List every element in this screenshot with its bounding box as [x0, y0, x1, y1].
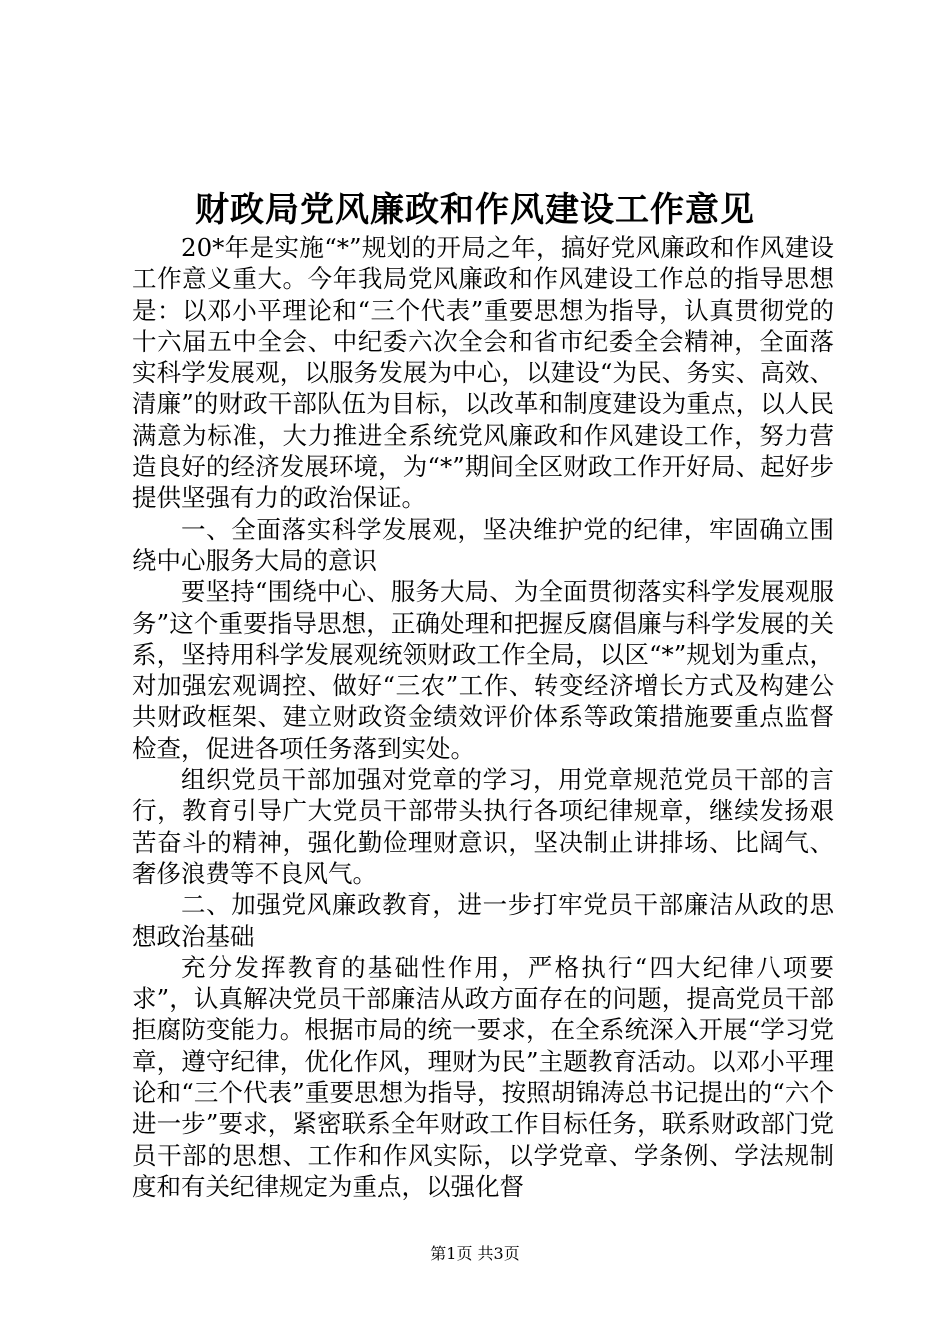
page-number-footer: 第1页 共3页 — [430, 1244, 520, 1263]
heading-section-2: 二、加强党风廉政教育，进一步打牢党员干部廉洁从政的思想政治基础 — [132, 890, 834, 951]
document-body — [132, 232, 834, 1202]
paragraph-section-1a: 要坚持“围绕中心、服务大局、为全面贯彻落实科学发展观服务”这个重要指导思想，正确处理和把握反腐倡廉与科学发展的关系，坚持用科学发展观统领财政工作全局，以区“*”规划为重点，对加强宏观调控、做好“三农”工作、转变经济增长方式及构建公共财政框架、建立财政资金绩效评价体系等政策措施要重点监督检查，促进各项任务落到实处。 — [132, 577, 834, 763]
paragraph-section-2a: 充分发挥教育的基础性作用，严格执行“四大纪律八项要求”，认真解决党员干部廉洁从政方面存在的问题，提高党员干部拒腐防变能力。根据市局的统一要求，在全系统深入开展“学习党章，遵守纪律，优化作风，理财为民”主题教育活动。以邓小平理论和“三个代表”重要思想为指导，按照胡锦涛总书记提出的“六个进一步”要求，紧密联系全年财政工作目标任务，联系财政部门党员干部的思想、工作和作风实际，以学党章、学条例、学法规制度和有关纪律规定为重点，以强化督 — [132, 952, 834, 1201]
paragraph-intro: 20*年是实施“*”规划的开局之年，搞好党风廉政和作风建设工作意义重大。今年我局党风廉政和作风建设工作总的指导思想是：以邓小平理论和“三个代表”重要思想为指导，认真贯彻党的十六届五中全会、中纪委六次全会和省市纪委全会精神，全面落实科学发展观，以服务发展为中心，以建设“为民、务实、高效、清廉”的财政干部队伍为目标，以改革和制度建设为重点，以人民满意为标准，大力推进全系统党风廉政和作风建设工作，努力营造良好的经济发展环境，为“*”期间全区财政工作开好局、起好步提供坚强有力的政治保证。 — [132, 233, 834, 513]
paragraph-section-1b: 组织党员干部加强对党章的学习，用党章规范党员干部的言行，教育引导广大党员干部带头执行各项纪律规章，继续发扬艰苦奋斗的精神，强化勤俭理财意识，坚决制止讲排场、比阔气、奢侈浪费等不良风气。 — [132, 765, 834, 888]
heading-section-1: 一、全面落实科学发展观，坚决维护党的纪律，牢固确立围绕中心服务大局的意识 — [132, 514, 834, 575]
document-title: 财政局党风廉政和作风建设工作意见 — [195, 190, 755, 230]
